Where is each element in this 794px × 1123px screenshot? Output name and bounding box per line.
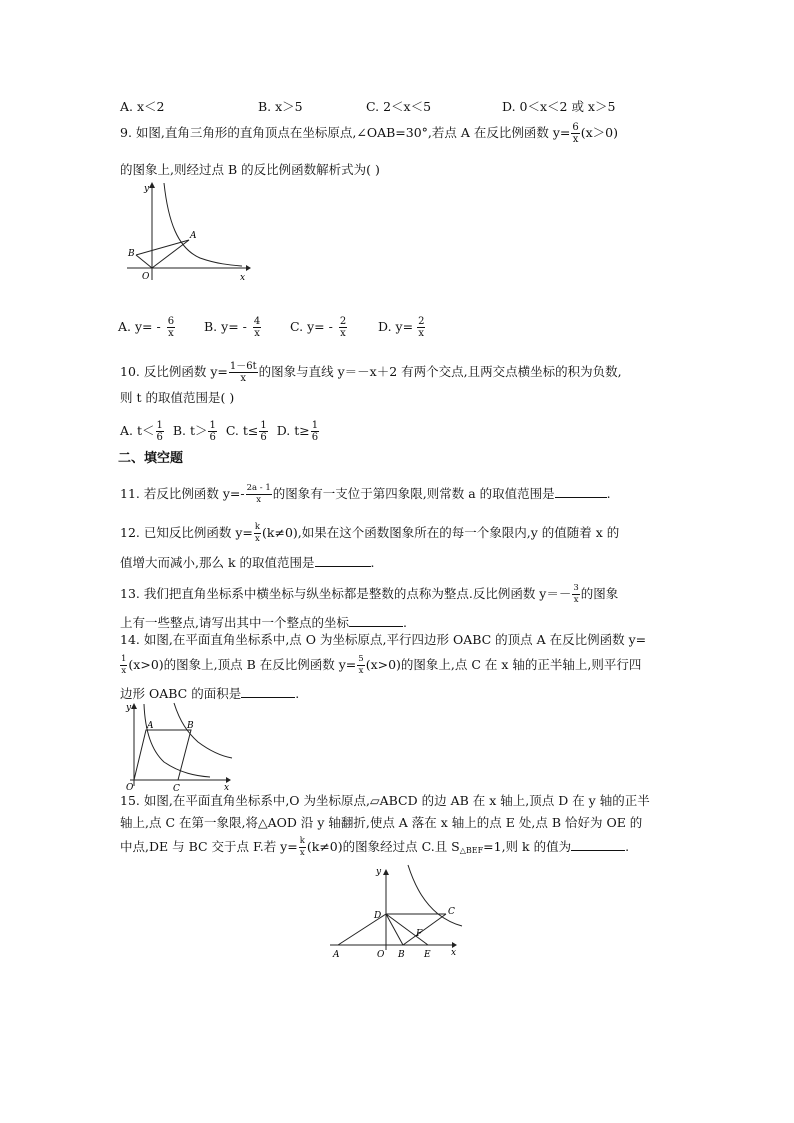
q9-label-x: x [240, 273, 246, 283]
q9-option-c: C. y= - $\frac{2}{x}$ [290, 316, 347, 339]
q13-stem-line2: 上有一些整点,请写出其中一个整点的坐标 . [120, 615, 407, 630]
q15-stem-line1: 15. 如图,在平面直角坐标系中,O 为坐标原点,▱ABCD 的边 AB 在 x 轴上,顶点 D 在 y 轴的正半 [120, 793, 650, 808]
q15-segment-bc [403, 914, 446, 945]
q8-option-a: A. x＜2 [120, 99, 165, 114]
q10-option-d: D. t≥ $\frac{1}{6}$ [276, 420, 319, 443]
q14-stem-line3: 边形 OABC 的面积是 . [120, 686, 300, 701]
q14-figure [118, 700, 236, 795]
q14-label-y: y [126, 703, 132, 713]
q9-label-y: y [144, 184, 150, 194]
q9-option-a: A. y= - $\frac{6}{x}$ [118, 316, 175, 339]
q15-label-o: O [377, 950, 385, 960]
q15-segment-db [386, 914, 403, 945]
q14-stem-line2: $\frac{1}{x}$ (x>0)的图象上,顶点 B 在反比例函数 y= $\frac{5}{x}$ (x>0)的图象上,点 C 在 x 轴的正半轴上,则平行四 [121, 654, 642, 676]
q9-label-o: O [142, 272, 150, 282]
q9-domain: (x＞0) [580, 125, 619, 140]
q9-stem-line1 [120, 122, 618, 145]
q9-segment-ab [136, 240, 189, 255]
q15-label-e: E [424, 950, 431, 960]
q14-label-b: B [187, 721, 194, 731]
q8-option-d: D. 0＜x＜2 或 x＞5 [502, 99, 616, 114]
q9-figure [122, 180, 252, 285]
q14-curve-1 [144, 704, 210, 777]
q15-fraction: $\frac{k}{x}$ [299, 836, 305, 858]
q9-y-arrow [149, 182, 155, 188]
q9-label-a: A [190, 231, 197, 241]
q10-options [120, 420, 320, 443]
q11-answer-blank[interactable] [555, 485, 607, 498]
q15-label-y: y [376, 867, 382, 877]
q15-label-c: C [448, 907, 455, 917]
q9-segment-ob [136, 255, 152, 268]
q14-stem-line1: 14. 如图,在平面直角坐标系中,点 O 为坐标原点,平行四边形 OABC 的顶点 A 在反比例函数 y= [120, 632, 647, 647]
q10-stem-line1: 10. 反比例函数 y= $\frac{1-6t}{x}$ 的图象与直线 y＝－x＋2 有两个交点,且两交点横坐标的积为负数, [120, 361, 622, 384]
q15-label-b: B [398, 950, 405, 960]
q9-x-arrow [246, 265, 251, 271]
q13-fraction: $\frac{3}{x}$ [573, 583, 579, 605]
q14-label-x: x [224, 783, 230, 793]
q11-fraction: $\frac{2a - 1}{x}$ [246, 483, 271, 505]
q11-stem: 11. 若反比例函数 y=- $\frac{2a - 1}{x}$ 的图象有一支位于第四象限,则常数 a 的取值范围是 . [120, 483, 611, 505]
q9-option-d: D. y= $\frac{2}{x}$ [378, 316, 425, 339]
q9-curve [164, 183, 242, 266]
q12-stem-line1: 12. 已知反比例函数 y= $\frac{k}{x}$ (k≠0),如果在这个函数图象所在的每一个象限内,y 的值随着 x 的 [120, 522, 620, 544]
q10-option-a: A. t＜ $\frac{1}{6}$ [120, 420, 163, 443]
q15-label-d: D [374, 911, 382, 921]
q9-fraction: $\frac{6}{x}$ [572, 122, 579, 145]
q14-parallelogram [134, 730, 191, 780]
q15-y-arrow [383, 869, 389, 875]
q8-option-b: B. x＞5 [258, 99, 303, 114]
q9-label-b: B [128, 249, 135, 259]
q9-stem-text: 9. 如图,直角三角形的直角顶点在坐标原点,∠OAB=30°,若点 A 在反比例函数 y= [120, 125, 571, 140]
q10-option-c: C. t≤ $\frac{1}{6}$ [225, 420, 267, 443]
q9-option-b: B. y= - $\frac{4}{x}$ [204, 316, 261, 339]
q14-label-o: O [126, 783, 134, 793]
q9-segment-oa [152, 240, 189, 268]
q15-stem-line3: 中点,DE 与 BC 交于点 F.若 y= $\frac{k}{x}$ (k≠0)的图象经过点 C.且 $S_{\triangle BEF}=1$,则 k 的值为 . [120, 836, 630, 858]
q14-fraction-5: $\frac{5}{x}$ [358, 654, 364, 676]
q10-fraction: $\frac{1-6t}{x}$ [229, 361, 257, 384]
q15-label-f: F [416, 929, 423, 939]
q8-option-c: C. 2＜x＜5 [366, 99, 432, 114]
q12-answer-blank[interactable] [315, 554, 371, 567]
q14-label-c: C [173, 784, 180, 794]
q9-stem-line2: 的图象上,则经过点 B 的反比例函数解析式为( ) [120, 162, 380, 177]
q15-stem-line2: 轴上,点 C 在第一象限,将△AOD 沿 y 轴翻折,使点 A 落在 x 轴上的点 E 处,点 B 恰好为 OE 的 [120, 815, 643, 830]
q12-stem-line2: 值增大而减小,那么 k 的取值范围是 . [120, 555, 375, 570]
q15-figure [326, 862, 476, 962]
q15-label-a: A [333, 950, 340, 960]
q13-answer-blank[interactable] [349, 614, 403, 627]
q12-fraction: $\frac{k}{x}$ [254, 522, 261, 544]
q14-answer-blank[interactable] [241, 685, 295, 698]
q15-answer-blank[interactable] [571, 838, 625, 851]
q14-label-a: A [147, 721, 154, 731]
q14-y-arrow [131, 703, 137, 709]
q10-option-b: B. t＞ $\frac{1}{6}$ [172, 420, 216, 443]
q15-label-x: x [451, 948, 457, 958]
q13-stem-line1: 13. 我们把直角坐标系中横坐标与纵坐标都是整数的点称为整点.反比例函数 y＝－ $\frac{3}{x}$ 的图象 [120, 583, 619, 605]
q14-fraction-1: $\frac{1}{x}$ [121, 654, 127, 676]
q10-stem-line2: 则 t 的取值范围是( ) [120, 390, 235, 405]
section-title-fill-in: 二、填空题 [118, 451, 184, 466]
